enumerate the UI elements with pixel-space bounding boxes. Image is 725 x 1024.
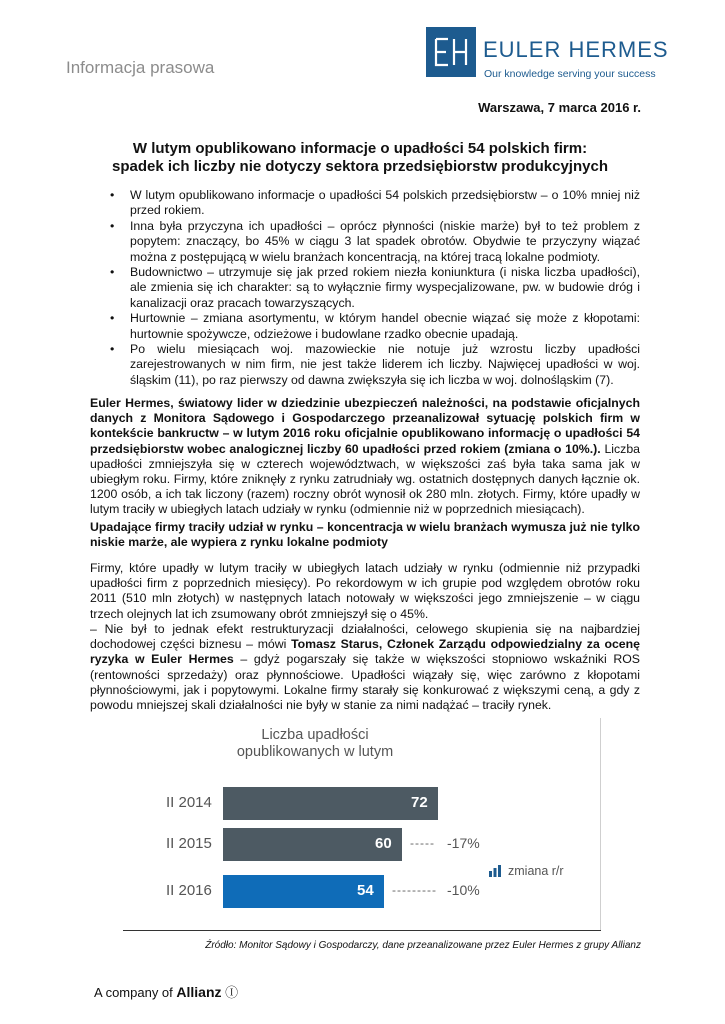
document-type-label: Informacja prasowa bbox=[66, 58, 215, 77]
source-note: Źródło: Monitor Sądowy i Gospodarczy, dane przeanalizowane przez Euler Hermes z grupy Allianz bbox=[205, 940, 641, 951]
body-paragraph-1: Firmy, które upadły w lutym traciły w ubiegłych latach udziały w rynku (odmiennie niż przypadki upadłości firm z poprzednich miesięcy). Po rekordowym w ich grupie pod względem obrotów roku 2011 (510 mln złotych) w następnych latach notowały w większości jego zmniejszenie – w ciągu trzech olejnych lat ich zsumowany obrót zmniejszył się o 45%. bbox=[90, 561, 640, 621]
list-item bbox=[90, 265, 640, 311]
change-label: -17% bbox=[447, 835, 480, 851]
bar-value-label: 72 bbox=[411, 794, 428, 811]
bullet-icon: • bbox=[110, 188, 115, 202]
bullet-icon: • bbox=[110, 342, 115, 357]
bullet-icon: • bbox=[110, 311, 115, 326]
chart-title bbox=[230, 727, 400, 761]
change-leader-line: --------- bbox=[392, 883, 437, 897]
list-item bbox=[90, 188, 640, 219]
allianz-logo-text: Allianz bbox=[176, 984, 222, 1000]
bullet-text: Inna była przyczyna ich upadłości – oprócz płynności (niskie marże) był to też problem z popytem: znaczący, bo 45% w ciągu 3 lat spadek obrotów. Obydwie te przyczyny wiązać można z postępującą w wielu branżach koncentracją, na której tracą lokalne podmioty. bbox=[130, 218, 640, 264]
category-label: II 2014 bbox=[166, 794, 212, 811]
logo-company-name: EULER HERMES bbox=[483, 37, 669, 62]
section-subheading: Upadające firmy traciły udział w rynku – koncentracja w wielu branżach wymusza już nie tylko niskie marże, ale wypiera z rynku lokalne podmioty bbox=[90, 520, 640, 550]
legend-label: zmiana r/r bbox=[508, 864, 564, 878]
euler-hermes-logo-mark bbox=[426, 27, 476, 77]
list-item bbox=[90, 219, 640, 265]
bar-value-label: 60 bbox=[375, 835, 392, 852]
trend-chart-icon bbox=[488, 864, 502, 878]
eh-monogram-icon bbox=[426, 27, 476, 77]
footer-prefix: A company of bbox=[94, 985, 177, 1000]
headline-line-2: spadek ich liczby nie dotyczy sektora przedsiębiorstw produkcyjnych bbox=[112, 158, 608, 175]
body2-text-1: – Nie był to jednak efekt restrukturyzacji działalności, celowego skupienia się na najbardziej dochodowej części biznesu – mówi bbox=[90, 622, 640, 652]
intro-paragraph bbox=[90, 396, 640, 518]
list-item bbox=[90, 311, 640, 342]
list-item bbox=[90, 342, 640, 388]
bullet-text: Po wielu miesiącach woj. mazowieckie nie notuje już wzrostu liczby upadłości zarejestrowanych w nim firm, nie jest także liderem ich liczby. Najwięcej upadłości w woj. śląskim (11), po raz pierwszy od dawna zwiększyła się ich liczba w woj. dolnośląskim (7). bbox=[130, 342, 640, 387]
body2-text-2: – gdyż pogarszały się także w większości stopniowo wskaźniki ROS (rentowności sprzedaży) oraz płynnościowe. Upadłości wiązały się, więc zarówno z kłopotami płynnościowymi, jak i popytowymi. Lokalne firmy starały się konkurować z większymi ceną, a gdy z powodu mniejszej skali działalności nie były w stanie za nimi nadążać – traciły rynek. bbox=[90, 652, 640, 713]
bullet-icon: • bbox=[110, 218, 115, 233]
chart-title-line-2: opublikowanych w lutym bbox=[236, 744, 394, 760]
place-date: Warszawa, 7 marca 2016 r. bbox=[478, 100, 641, 115]
body-paragraph-2 bbox=[90, 622, 640, 713]
chart-title-line-1: Liczba upadłości bbox=[261, 727, 369, 743]
bullet-text: Hurtownie – zmiana asortymentu, w którym handel obecnie wiązać się może z kłopotami: hurtownie spożywcze, odzieżowe i budowlane rzadko obecnie upadają. bbox=[130, 311, 640, 341]
headline-line-1: W lutym opublikowano informacje o upadłości 54 polskich firm: bbox=[132, 140, 588, 157]
change-label: -10% bbox=[447, 882, 480, 898]
intro-bold-text: Euler Hermes, światowy lider w dziedzinie ubezpieczeń należności, na podstawie oficjalnych danych z Monitora Sądowego i Gospodarczego przeanalizował sytuację polskich firm w kontekście bankructw – w lutym 2016 roku oficjalnie opublikowano informację o upadłości 54 przedsiębiorstw wobec analogicznej liczby 60 upadłości przed rokiem (zmiana o 10%.). bbox=[90, 396, 640, 456]
quoted-person: Tomasz Starus, Członek Zarządu odpowiedzialny za ocenę ryzyka w Euler Hermes bbox=[90, 637, 640, 667]
bar-value-label: 54 bbox=[357, 882, 374, 899]
bullet-icon: • bbox=[110, 265, 115, 280]
allianz-logo-icon: Ⓘ bbox=[225, 985, 239, 1000]
allianz-footer bbox=[94, 982, 238, 1001]
bar bbox=[223, 787, 438, 820]
headline bbox=[100, 140, 620, 176]
category-label: II 2016 bbox=[166, 882, 212, 899]
intro-text: Liczba upadłości zmniejszyła się w czterech województwach, w większości zaś była taka sama jak w ubiegłym roku. Firmy, które zniknęły z rynku zatrudniały wg. ostatnich dostępnych danych łącznie ok. 1200 osób, a ich tak liczony (razem) roczny obrót wynosił ok 280 mln. złotych. Firmy, które upadły w lutym traciły w ubiegłych latach udziały w rynku (odmiennie niż w poprzednich miesiącach). bbox=[90, 441, 640, 517]
category-label: II 2015 bbox=[166, 835, 212, 852]
bullet-text: W lutym opublikowano informacje o upadłości 54 polskich przedsiębiorstw – o 10% mniej niż przed rokiem. bbox=[130, 188, 640, 218]
chart-right-border bbox=[600, 718, 601, 930]
key-points-list bbox=[90, 188, 640, 388]
change-leader-line: ----- bbox=[410, 836, 435, 850]
bullet-text: Budownictwo – utrzymuje się jak przed rokiem niezła koniunktura (i niska liczba upadłości), ale zmienia się ich charakter: są to wyłącznie firmy wyspecjalizowane, pw. w budowie dróg i kanalizacji oraz pracach towarzyszących. bbox=[130, 265, 640, 310]
chart-bottom-rule bbox=[123, 930, 601, 931]
logo-tagline: Our knowledge serving your success bbox=[484, 68, 656, 80]
